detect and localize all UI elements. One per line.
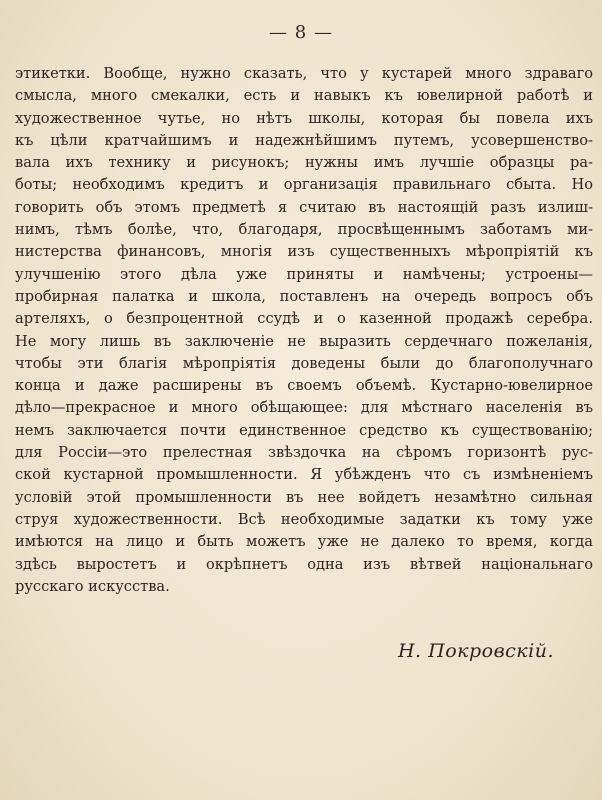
page-number: — 8 —	[269, 22, 333, 43]
body-paragraph	[15, 63, 593, 598]
author-signature: Н. Покровскій.	[397, 640, 554, 662]
text-line: дѣло—прекрасное и много обѣщающее: для мѣстнаго населенія въ	[15, 399, 593, 417]
text-line: струя художественности. Всѣ необходимые задатки къ тому уже	[15, 510, 593, 528]
text-line: къ цѣли кратчайшимъ и надежнѣйшимъ путемъ, усовершенство-	[15, 131, 593, 149]
text-line: немъ заключается почти единственное средство къ существованію;	[15, 421, 593, 439]
text-line: вала ихъ технику и рисунокъ; нужны имъ лучшіе образцы ра-	[15, 154, 593, 172]
text-line: чтобы эти благія мѣропріятія доведены были до благополучнаго	[15, 354, 593, 372]
text-line: нистерства финансовъ, многія изъ существенныхъ мѣропріятій къ	[15, 243, 593, 261]
text-line: имѣются на лицо и быть можетъ уже не далеко то время, когда	[15, 533, 593, 551]
text-line: здѣсь выростетъ и окрѣпнетъ одна изъ вѣтвей національнаго	[15, 555, 593, 573]
text-line: русскаго искусства.	[15, 577, 170, 595]
text-line: для Россіи—это прелестная звѣздочка на сѣромъ горизонтѣ рус-	[15, 444, 593, 462]
text-line: боты; необходимъ кредитъ и организація правильнаго сбыта. Но	[15, 176, 593, 194]
text-line: нимъ, тѣмъ болѣе, что, благодаря, просвѣщеннымъ заботамъ ми-	[15, 221, 593, 239]
text-line: говорить объ этомъ предметѣ я считаю въ настоящій разъ излиш-	[15, 198, 593, 216]
text-line: ской кустарной промышленности. Я убѣжденъ что съ измѣненіемъ	[15, 466, 593, 484]
text-line: художественное чутье, но нѣтъ школы, которая бы повела ихъ	[15, 109, 593, 127]
text-line: Не могу лишь въ заключеніе не выразить сердечнаго пожеланія,	[15, 332, 593, 350]
text-line: условій этой промышленности въ нее войдетъ незамѣтно сильная	[15, 488, 593, 506]
text-line: этикетки. Вообще, нужно сказать, что у кустарей много здраваго	[15, 65, 593, 82]
text-line: конца и даже расширены въ своемъ объемѣ. Кустарно-ювелирное	[15, 377, 593, 395]
text-line: пробирная палатка и школа, поставленъ на очередь вопросъ объ	[15, 287, 593, 305]
text-line: смысла, много смекалки, есть и навыкъ къ ювелирной работѣ и	[15, 87, 593, 105]
text-line: улучшенію этого дѣла уже приняты и намѣчены; устроены—	[15, 265, 593, 283]
text-line: артеляхъ, о безпроцентной ссудѣ и о казенной продажѣ серебра.	[15, 310, 593, 328]
